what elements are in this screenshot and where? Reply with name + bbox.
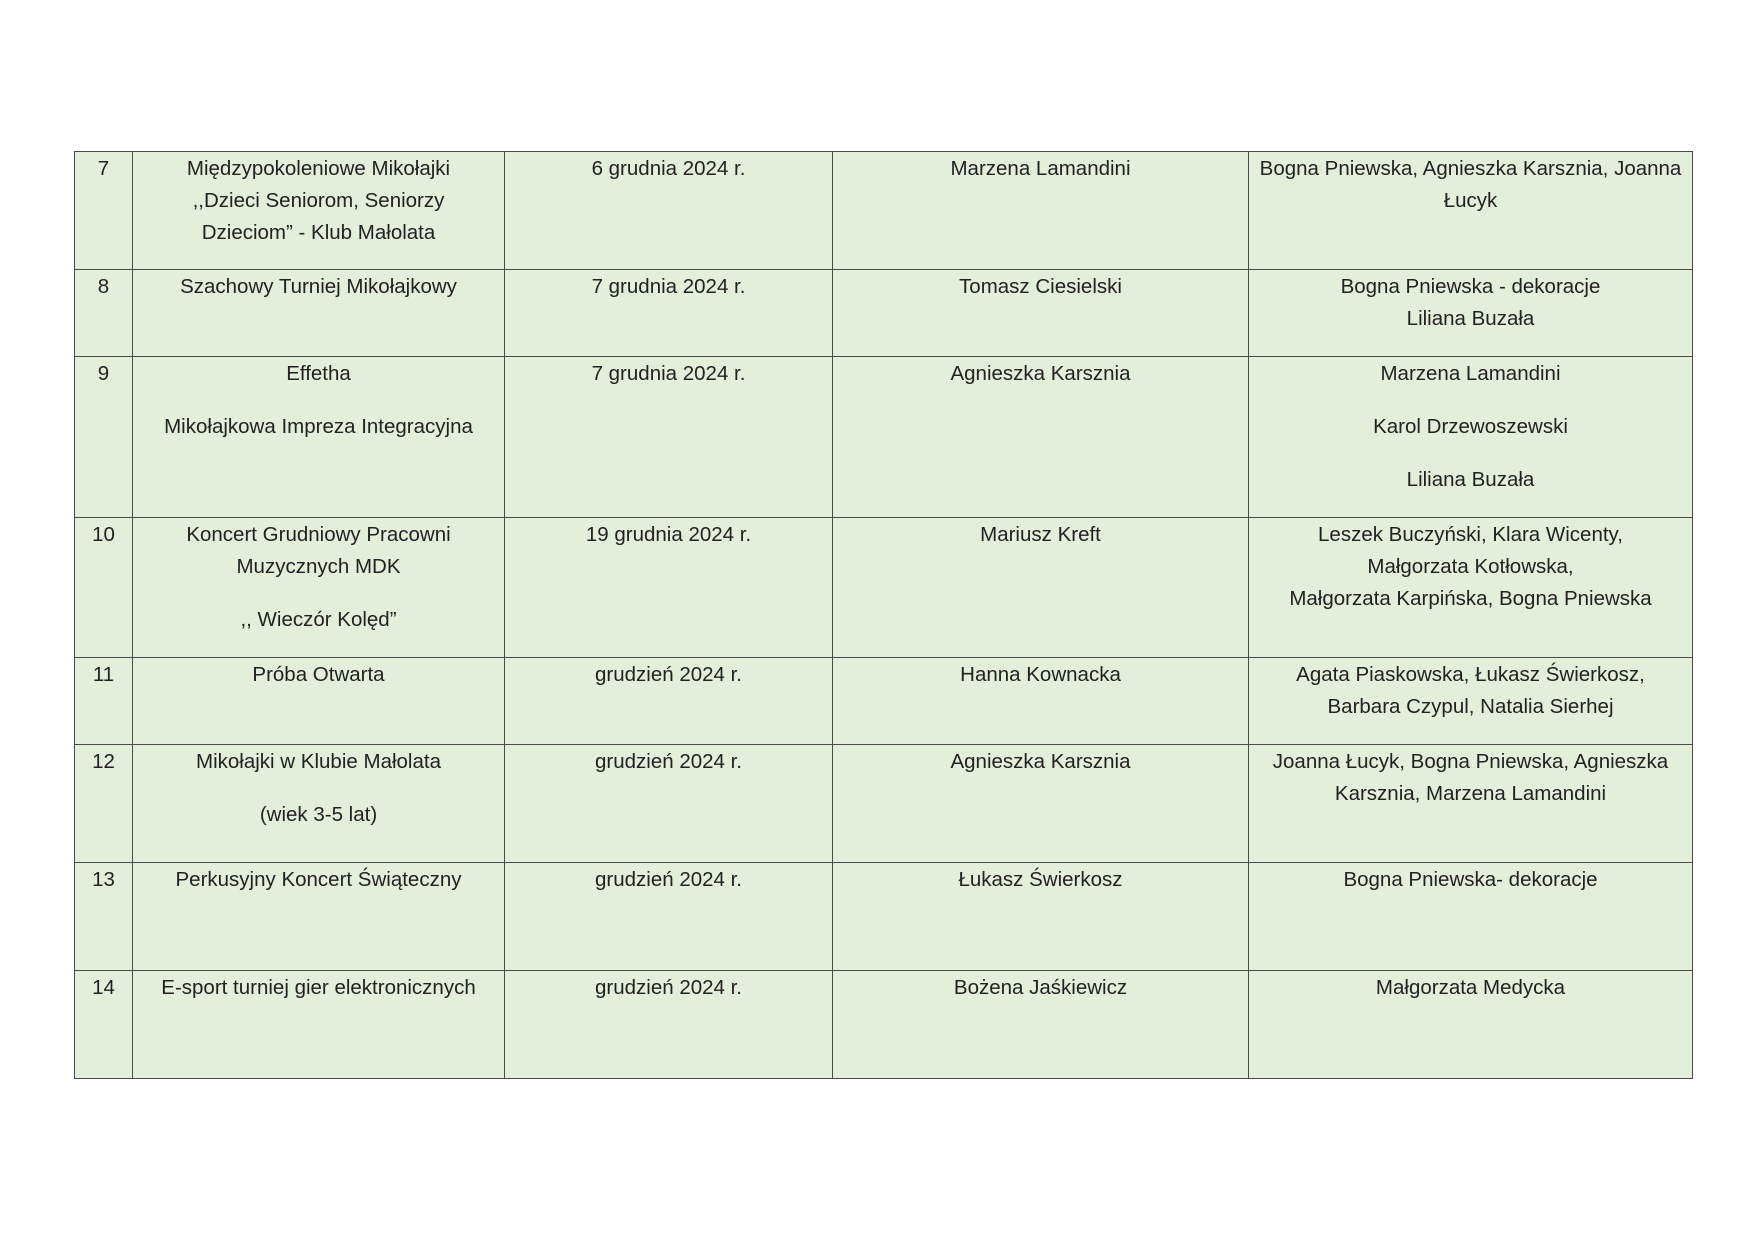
event-date: 7 grudnia 2024 r. <box>505 357 833 518</box>
event-date: grudzień 2024 r. <box>505 971 833 1079</box>
team-member-line: Bogna Pniewska- dekoracje <box>1343 868 1598 891</box>
team-cell <box>1249 152 1693 270</box>
team-member-line: Leszek Buczyński, Klara Wicenty, <box>1318 523 1623 546</box>
team-member-line: Agata Piaskowska, Łukasz Świerkosz, <box>1296 663 1645 686</box>
table-body <box>75 152 1693 1079</box>
team-cell <box>1249 518 1693 658</box>
event-name-line <box>143 778 494 799</box>
event-name-line: Perkusyjny Koncert Świąteczny <box>175 868 462 891</box>
event-name-line: Koncert Grudniowy Pracowni <box>186 523 451 546</box>
team-member-line: Łucyk <box>1443 189 1498 212</box>
table-row <box>75 152 1693 270</box>
team-member-line: Małgorzata Karpińska, Bogna Pniewska <box>1289 587 1652 610</box>
team-member-line: Barbara Czypul, Natalia Sierhej <box>1327 695 1614 718</box>
event-name-line: ,, Wieczór Kolęd” <box>240 608 397 631</box>
team-cell <box>1249 357 1693 518</box>
team-member-line: Liliana Buzała <box>1406 468 1535 491</box>
row-number: 10 <box>75 518 133 658</box>
team-member-line: Liliana Buzała <box>1406 307 1535 330</box>
event-date: 6 grudnia 2024 r. <box>505 152 833 270</box>
table-row <box>75 745 1693 863</box>
event-name-cell <box>133 863 505 971</box>
team-member-line: Bogna Pniewska - dekoracje <box>1340 275 1601 298</box>
row-number: 13 <box>75 863 133 971</box>
event-name-line: Mikołajki w Klubie Małolata <box>196 750 441 773</box>
event-name-line: ,,Dzieci Seniorom, Seniorzy <box>192 189 445 212</box>
event-name-line: Międzypokoleniowe Mikołajki <box>186 157 451 180</box>
event-name-line: Próba Otwarta <box>252 663 385 686</box>
coordinator-name: Tomasz Ciesielski <box>833 270 1249 357</box>
event-name-cell <box>133 745 505 863</box>
event-name-line: Muzycznych MDK <box>236 555 401 578</box>
event-name-line: E-sport turniej gier elektronicznych <box>161 976 476 999</box>
event-date: grudzień 2024 r. <box>505 863 833 971</box>
row-number: 14 <box>75 971 133 1079</box>
events-table <box>74 151 1693 1079</box>
team-member-line: Małgorzata Kotłowska, <box>1367 555 1574 578</box>
event-name-cell <box>133 658 505 745</box>
team-cell <box>1249 270 1693 357</box>
team-member-line: Marzena Lamandini <box>1380 362 1561 385</box>
team-member-line: Karsznia, Marzena Lamandini <box>1334 782 1607 805</box>
team-member-line: Joanna Łucyk, Bogna Pniewska, Agnieszka <box>1272 750 1669 773</box>
table-row <box>75 270 1693 357</box>
team-cell <box>1249 658 1693 745</box>
event-name-line <box>143 583 494 604</box>
event-name-line <box>143 390 494 411</box>
team-cell <box>1249 745 1693 863</box>
table-row <box>75 518 1693 658</box>
event-name-line: Effetha <box>286 362 351 385</box>
event-date: 19 grudnia 2024 r. <box>505 518 833 658</box>
row-number: 9 <box>75 357 133 518</box>
coordinator-name: Hanna Kownacka <box>833 658 1249 745</box>
event-name-cell <box>133 518 505 658</box>
event-name-cell <box>133 971 505 1079</box>
coordinator-name: Bożena Jaśkiewicz <box>833 971 1249 1079</box>
coordinator-name: Agnieszka Karsznia <box>833 357 1249 518</box>
team-member-line: Małgorzata Medycka <box>1375 976 1566 999</box>
table-row <box>75 357 1693 518</box>
row-number: 12 <box>75 745 133 863</box>
team-cell <box>1249 971 1693 1079</box>
event-date: grudzień 2024 r. <box>505 658 833 745</box>
event-name-line: Szachowy Turniej Mikołajkowy <box>180 275 457 298</box>
table-row <box>75 658 1693 745</box>
row-number: 7 <box>75 152 133 270</box>
event-name-cell <box>133 270 505 357</box>
coordinator-name: Mariusz Kreft <box>833 518 1249 658</box>
table-row <box>75 863 1693 971</box>
event-name-cell <box>133 152 505 270</box>
team-cell <box>1249 863 1693 971</box>
team-member-line: Karol Drzewoszewski <box>1373 415 1568 438</box>
row-number: 11 <box>75 658 133 745</box>
coordinator-name: Łukasz Świerkosz <box>833 863 1249 971</box>
team-member-line <box>1259 443 1682 464</box>
table-row <box>75 971 1693 1079</box>
team-member-line: Bogna Pniewska, Agnieszka Karsznia, Joanna <box>1259 157 1682 180</box>
event-name-line: Mikołajkowa Impreza Integracyjna <box>164 415 473 438</box>
coordinator-name: Agnieszka Karsznia <box>833 745 1249 863</box>
team-member-line <box>1259 390 1682 411</box>
event-name-cell <box>133 357 505 518</box>
event-date: grudzień 2024 r. <box>505 745 833 863</box>
event-date: 7 grudnia 2024 r. <box>505 270 833 357</box>
event-name-line: Dzieciom” - Klub Małolata <box>201 221 436 244</box>
row-number: 8 <box>75 270 133 357</box>
coordinator-name: Marzena Lamandini <box>833 152 1249 270</box>
event-name-line: (wiek 3-5 lat) <box>259 803 378 826</box>
